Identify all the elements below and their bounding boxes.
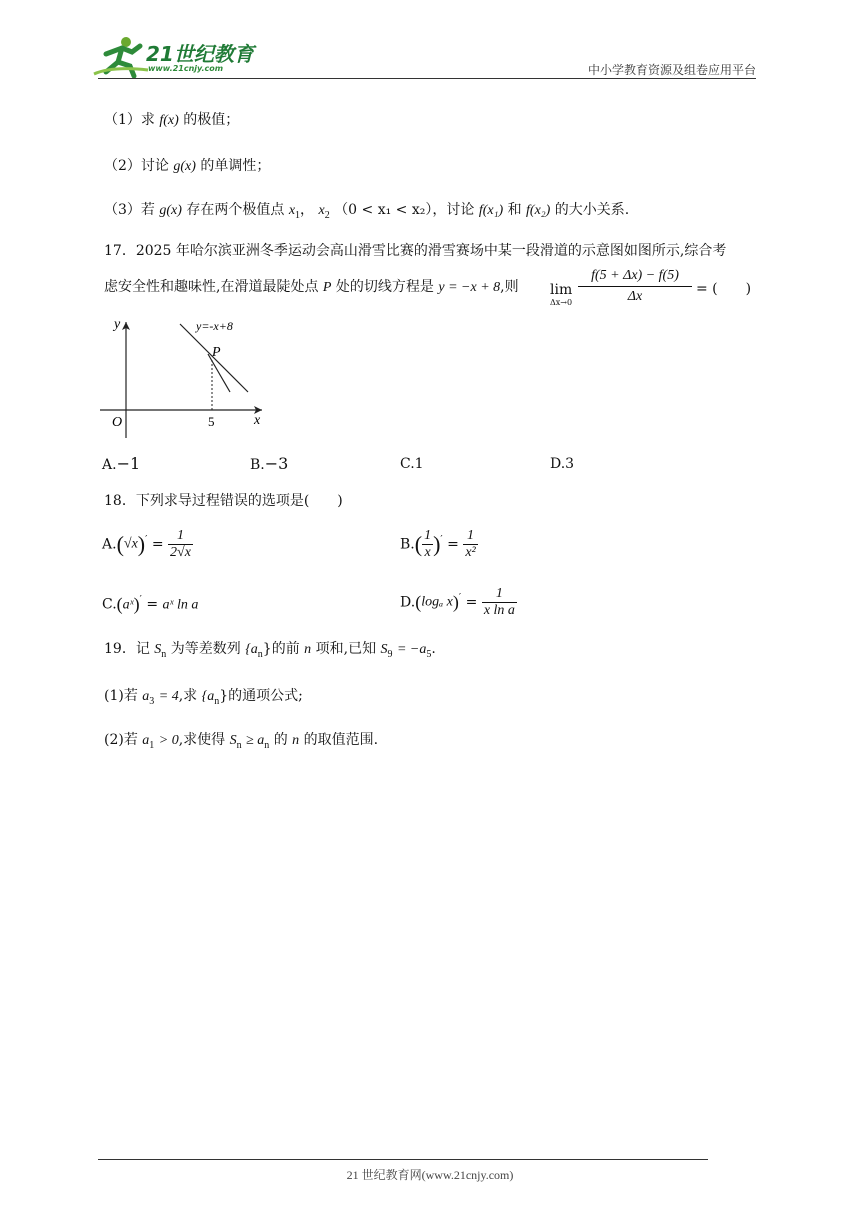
point-p-label: P <box>212 345 221 360</box>
q17-stem-line2: 虑安全性和趣味性,在滑道最陡处点 P 处的切线方程是 y = −x + 8,则 <box>104 279 519 295</box>
footer-rule <box>98 1159 708 1160</box>
q17-option-a[interactable]: A.−1 <box>102 454 141 473</box>
x-axis-label: x <box>254 413 261 428</box>
q18-option-d[interactable]: D.(logₐ x)′ = $\frac{1}{\text{x ln a}}$ <box>400 586 515 618</box>
q19-part2: (2)若 $a_1 > 0$,求使得 $S_n \ge a_n$ 的 n 的取值范围. <box>104 732 379 751</box>
q17-option-c[interactable]: C.1 <box>400 456 424 472</box>
q19-part1: (1)若 $a_3 = 4$,求 $\{a_n\}$的通项公式; <box>104 688 303 707</box>
lim-subscript: Δx→0 <box>550 298 573 307</box>
q16-part3: （3）若 g(x) 存在两个极值点 $x_1$， $x_2$ （0 < x₁ < x₂），讨论 f(x₁) 和 f(x₂) 的大小关系. <box>104 202 630 221</box>
q18-stem: 18．下列求导过程错误的选项是( ) <box>104 493 343 509</box>
q17-option-b[interactable]: B.−3 <box>250 454 289 473</box>
footer-text: 21 世纪教育网(www.21cnjy.com) <box>346 1168 514 1182</box>
q18-option-a[interactable]: A.(√x)′ = $\frac{1}{2√x}$ <box>102 528 191 560</box>
line-equation-label: y=-x+8 <box>196 319 233 333</box>
platform-title: 中小学教育资源及组卷应用平台 <box>587 63 756 77</box>
q17-stem-line1: 17．2025 年哈尔滨亚洲冬季运动会高山滑雪比赛的滑雪赛场中某一段滑道的示意图如图所示,综合考 <box>104 243 727 259</box>
runner-logo-icon <box>92 34 150 78</box>
q18-option-c[interactable]: C.(aˣ)′ = aˣ ln a <box>102 594 199 614</box>
limit-numerator: f(5 + Δx) − f(5) <box>591 268 679 283</box>
q17-option-d[interactable]: D.3 <box>550 456 575 472</box>
header-rule <box>98 78 756 79</box>
q18-option-b[interactable]: B.( $\frac{1}{x}$ )′ = $\frac{1}{\text{x²}}$ <box>400 528 476 560</box>
q16-part1: （1）求 f(x) 的极值； <box>104 112 240 128</box>
limit-denominator: Δx <box>578 286 692 305</box>
lim-text: lim <box>550 282 573 298</box>
limit-tail: = ( ) <box>696 281 752 297</box>
logo-url: www.21cnjy.com <box>148 64 224 73</box>
logo <box>92 34 262 78</box>
tick-5-label: 5 <box>208 414 215 429</box>
q19-stem: 19．记 $S_n$ 为等差数列 $\{a_n\}$的前 n 项和,已知 $S_9 = -a_5$. <box>104 641 436 660</box>
q16-part2: （2）讨论 g(x) 的单调性； <box>104 158 271 174</box>
logo-text: 21世纪教育 <box>146 42 254 66</box>
origin-label: O <box>112 415 123 430</box>
y-axis-label: y <box>114 317 121 332</box>
q17-figure <box>96 314 276 444</box>
limit-fraction <box>578 268 692 305</box>
